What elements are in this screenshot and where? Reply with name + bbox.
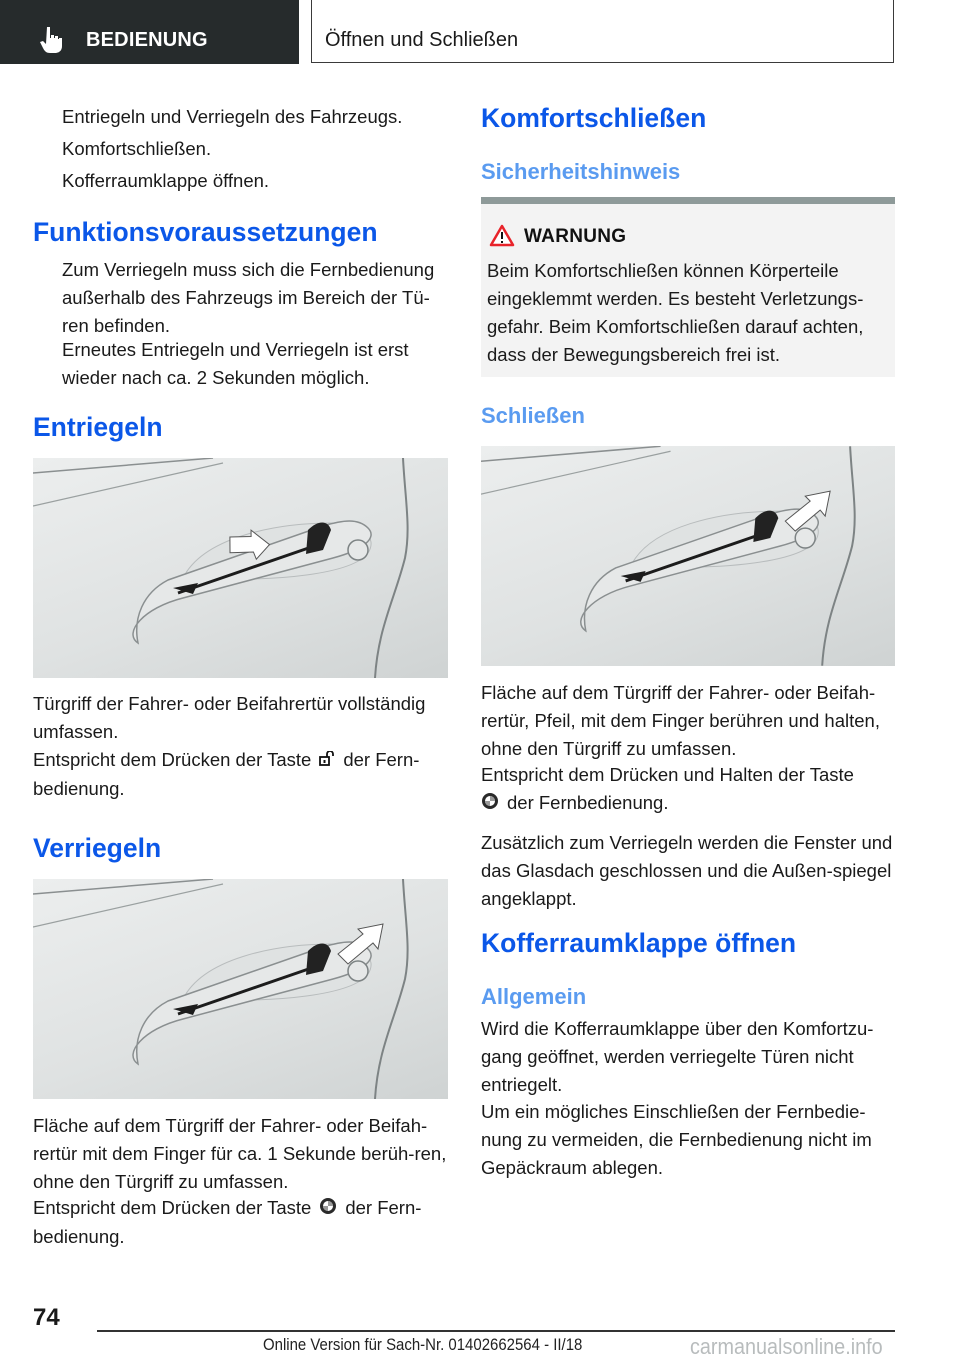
intro-bullet: Entriegeln und Verriegeln des Fahrzeugs. (33, 103, 448, 131)
subheading-allgemein: Allgemein (481, 984, 587, 1009)
heading-entriegeln: Entriegeln (33, 412, 163, 442)
kofferraum-text-2: Um ein mögliches Einschließen der Fernbedie-nung zu vermeiden, die Fernbedienung nicht im Gepäckraum ablegen. (481, 1101, 872, 1178)
heading-funktionsvoraussetzungen: Funktionsvoraussetzungen (33, 217, 378, 247)
watermark: carmanualsonline.info (690, 1334, 883, 1359)
entriegeln-text-1: Türgriff der Fahrer- oder Beifahrertür vollständig umfassen. (33, 693, 426, 742)
warning-title: WARNUNG (524, 226, 627, 247)
door-handle-touch-illustration (33, 879, 448, 1099)
unlock-icon (319, 747, 335, 775)
section-label: BEDIENUNG (86, 29, 208, 51)
door-handle-image-entriegeln (33, 458, 448, 678)
requirement-bullet: Erneutes Entriegeln und Verriegeln ist erst wieder nach ca. 2 Sekunden möglich. (33, 336, 448, 392)
chapter-header (311, 0, 894, 63)
intro-bullet: Komfortschließen. (33, 135, 448, 163)
requirement-bullet: Zum Verriegeln muss sich die Fernbedienung außerhalb des Fahrzeugs im Bereich der Tü-ren befinden. (33, 256, 448, 340)
warning-bar (481, 197, 895, 204)
door-handle-image-schliessen (481, 446, 895, 666)
subheading-schliessen: Schließen (481, 403, 585, 428)
intro-bullet: Kofferraumklappe öffnen. (33, 167, 448, 195)
hand-pointer-icon (40, 26, 64, 54)
heading-verriegeln: Verriegeln (33, 833, 162, 863)
subheading-sicherheitshinweis: Sicherheitshinweis (481, 159, 681, 184)
heading-kofferraumklappe: Kofferraumklappe öffnen (481, 928, 797, 958)
entriegeln-text-2: Entspricht dem Drücken der Taste der Fern-bedienung. (33, 749, 420, 800)
verriegeln-text-2: Entspricht dem Drücken der Taste der Fern-bedienung. (33, 1197, 422, 1248)
bmw-logo-icon (319, 1195, 337, 1223)
footer-divider (97, 1330, 895, 1332)
schliessen-text-3: Zusätzlich zum Verriegeln werden die Fenster und das Glasdach geschlossen und die Außen-spiegel angeklappt. (481, 832, 893, 909)
schliessen-text-1: Fläche auf dem Türgriff der Fahrer- oder Beifah-rertür, Pfeil, mit dem Finger berühren und halten, ohne den Türgriff zu umfassen. (481, 682, 880, 759)
page-number: 74 (33, 1304, 60, 1331)
door-handle-image-verriegeln (33, 879, 448, 1099)
verriegeln-text-1: Fläche auf dem Türgriff der Fahrer- oder Beifah-rertür mit dem Finger für ca. 1 Sekunde berüh-ren, ohne den Türgriff zu umfassen. (33, 1115, 447, 1192)
online-version-text: Online Version für Sach-Nr. 01402662564 - II/18 (263, 1335, 583, 1354)
door-handle-grip-illustration (33, 458, 448, 678)
warning-text: Beim Komfortschließen können Körperteile eingeklemmt werden. Es besteht Verletzungs-gefahr. Beim Komfortschließen darauf achten, dass der Bewegungsbereich frei ist. (487, 260, 864, 365)
chapter-title: Öffnen und Schließen (325, 29, 519, 51)
schliessen-text-2: Entspricht dem Drücken und Halten der Taste der Fernbedienung. (481, 761, 895, 818)
kofferraum-text-1: Wird die Kofferraumklappe über den Komfortzu-gang geöffnet, werden verriegelte Türen nicht entriegelt. (481, 1018, 874, 1095)
section-tab (0, 0, 299, 64)
door-handle-touch-illustration (481, 446, 895, 666)
bmw-logo-icon (481, 790, 499, 818)
warning-triangle-icon (489, 224, 515, 247)
warning-box (481, 197, 895, 377)
heading-komfortschliessen: Komfortschließen (481, 103, 707, 133)
